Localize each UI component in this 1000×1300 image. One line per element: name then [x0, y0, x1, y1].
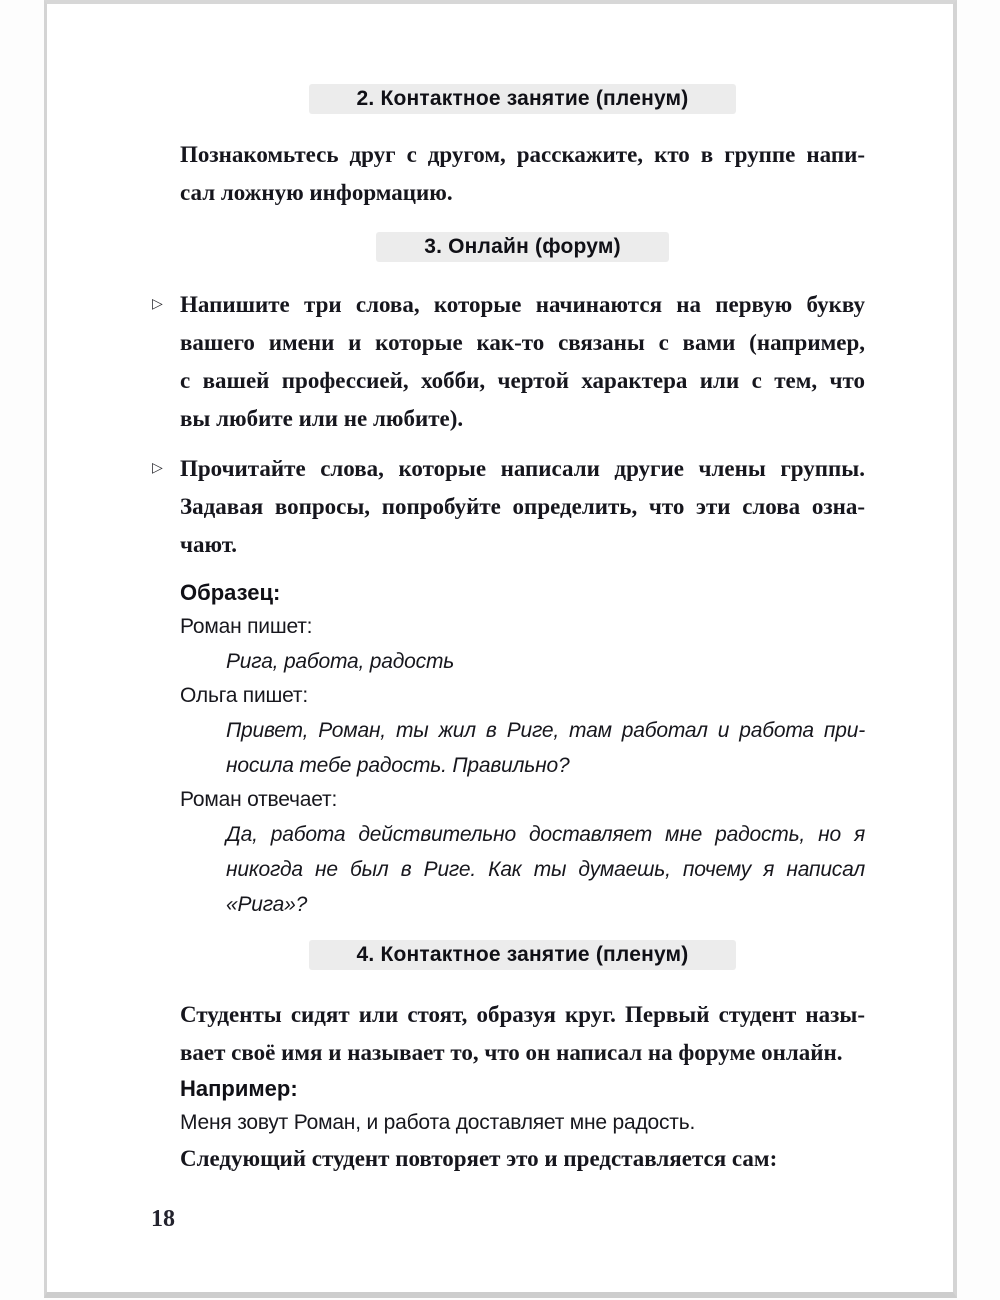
dialogue-quote [226, 713, 865, 783]
section-heading-4-wrap [180, 940, 865, 970]
intro-paragraph [180, 136, 865, 212]
closing-paragraph [180, 1140, 865, 1178]
bullet-line: Задавая вопросы, попробуйте определить, что эти слова озна- [180, 494, 865, 519]
speaker-label: Роман пишет: [180, 615, 313, 638]
section-heading-2-wrap [180, 84, 865, 114]
section-heading-3: 3. Онлайн (форум) [376, 232, 669, 262]
quote-line: «Рига»? [226, 893, 308, 916]
section-heading-2: 2. Контактное занятие (пленум) [309, 84, 737, 114]
page-number: 18 [151, 1206, 175, 1232]
triangle-bullet-icon: ▷ [152, 296, 163, 312]
sample-label: Образец: [180, 580, 281, 605]
bullet-item-1 [152, 286, 865, 438]
speaker-label: Ольга пишет: [180, 684, 308, 707]
quote-line: Привет, Роман, ты жил в Риге, там работал и работа при- [226, 719, 865, 742]
bullet-line: вы любите или не любите). [180, 406, 464, 431]
bullet-item-2 [152, 450, 865, 564]
paragraph-line: Студенты сидят или стоят, образуя круг. Первый студент назы- [180, 1002, 865, 1027]
example-line: Меня зовут Роман, и работа доставляет мне радость. [180, 1111, 696, 1134]
quote-line: Да, работа действительно доставляет мне радость, но я [226, 823, 865, 846]
section-heading-3-wrap [180, 232, 865, 262]
page-content [47, 4, 953, 1178]
bullet-line: с вашей профессией, хобби, чертой характера или с тем, что [180, 368, 865, 393]
bullet-line: чают. [180, 532, 238, 557]
quote-line: Рига, работа, радость [226, 650, 455, 673]
bullet-line: Напишите три слова, которые начинаются на первую букву [180, 292, 865, 317]
paragraph-line: Познакомьтесь друг с другом, расскажите, кто в группе напи- [180, 142, 865, 167]
paragraph-line: вает своё имя и называет то, что он написал на форуме онлайн. [180, 1040, 843, 1065]
paragraph-line: сал ложную информацию. [180, 180, 453, 205]
bullet-line: Прочитайте слова, которые написали другие члены группы. [180, 456, 865, 481]
quote-line: носила тебе радость. Правильно? [226, 754, 570, 777]
speaker-label: Роман отвечает: [180, 788, 338, 811]
triangle-bullet-icon: ▷ [152, 460, 163, 476]
book-page [44, 0, 957, 1298]
bullet-line: вашего имени и которые как-то связаны с вами (например, [180, 330, 865, 355]
circle-paragraph [180, 996, 865, 1072]
dialogue-quote [226, 817, 865, 922]
paragraph-line: Следующий студент повторяет это и представляется сам: [180, 1146, 778, 1171]
example-label: Например: [180, 1076, 298, 1101]
dialogue-quote [226, 644, 865, 679]
quote-line: никогда не был в Риге. Как ты думаешь, почему я написал [226, 858, 865, 881]
section-heading-4: 4. Контактное занятие (пленум) [309, 940, 737, 970]
